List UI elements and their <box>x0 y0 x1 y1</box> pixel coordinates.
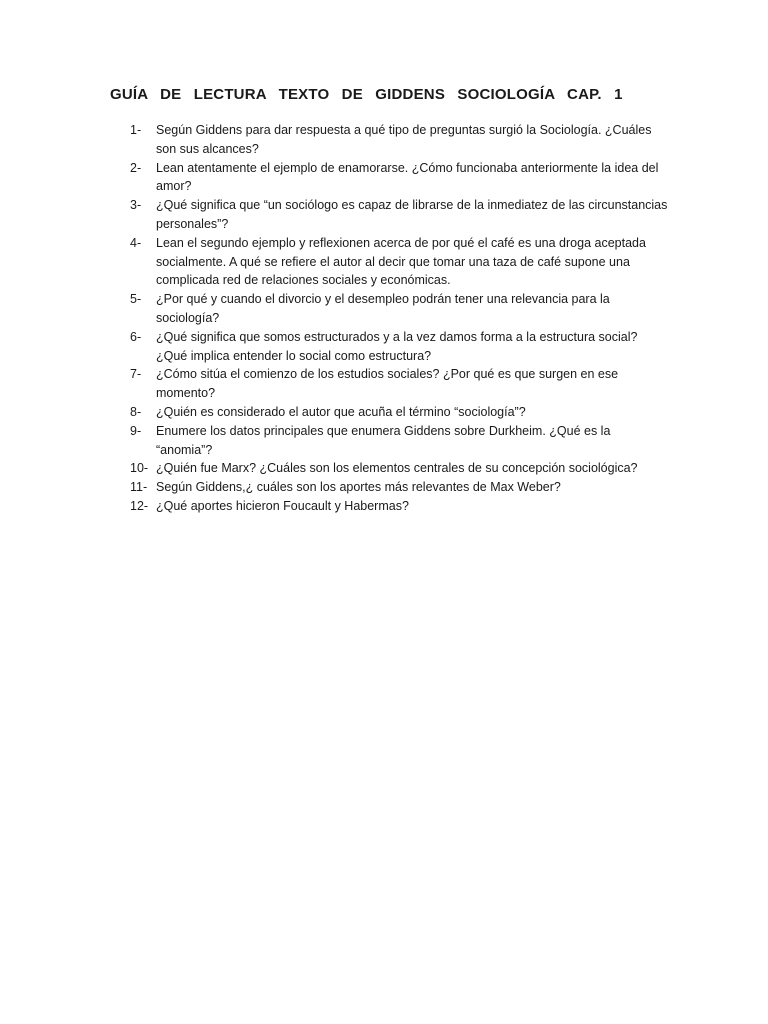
question-number: 2- <box>130 160 142 175</box>
question-text: ¿Qué aportes hicieron Foucault y Habermas? <box>156 498 409 513</box>
question-item <box>130 478 670 497</box>
question-item <box>130 459 670 478</box>
question-number: 7- <box>130 367 142 382</box>
question-number: 1- <box>130 123 142 137</box>
question-text: Según Giddens para dar respuesta a qué tipo de preguntas surgió la Sociología. ¿Cuáles son sus alcances? <box>156 123 652 156</box>
question-list <box>130 121 670 516</box>
question-text: ¿Por qué y cuando el divorcio y el desempleo podrán tener una relevancia para la sociología? <box>156 292 610 325</box>
question-item <box>130 196 670 234</box>
question-text: Según Giddens,¿ cuáles son los aportes más relevantes de Max Weber? <box>156 480 561 495</box>
question-item <box>130 403 670 422</box>
question-text: Lean el segundo ejemplo y reflexionen acerca de por qué el café es una droga aceptada socialmente. A qué se refiere el autor al decir que tomar una taza de café supone una complicada red de relaciones sociales y económicas. <box>156 235 646 288</box>
question-text: Enumere los datos principales que enumera Giddens sobre Durkheim. ¿Qué es la “anomia”? <box>156 423 611 457</box>
question-item <box>130 159 670 197</box>
question-item <box>130 234 670 290</box>
question-item <box>130 290 670 328</box>
question-number: 12- <box>130 498 149 513</box>
question-item <box>130 497 670 516</box>
question-text: ¿Qué significa que “un sociólogo es capaz de librarse de la inmediatez de las circunstancias personales”? <box>156 198 668 231</box>
question-text: ¿Quién fue Marx? ¿Cuáles son los elementos centrales de su concepción sociológica? <box>156 461 638 476</box>
question-number: 9- <box>130 423 142 438</box>
question-item <box>130 121 670 159</box>
question-number: 3- <box>130 198 142 213</box>
question-item <box>130 422 670 460</box>
question-text: ¿Qué significa que somos estructurados y a la vez damos forma a la estructura social? ¿Qué implica entender lo social como estructura? <box>156 329 638 363</box>
question-number: 8- <box>130 404 142 419</box>
question-number: 6- <box>130 329 142 344</box>
question-item <box>130 328 670 366</box>
question-number: 10- <box>130 461 149 476</box>
question-text: Lean atentamente el ejemplo de enamorarse. ¿Cómo funcionaba anteriormente la idea del amor? <box>156 160 659 194</box>
question-text: ¿Quién es considerado el autor que acuña el término “sociología”? <box>156 404 526 419</box>
question-number: 11- <box>130 480 148 495</box>
question-text: ¿Cómo sitúa el comienzo de los estudios sociales? ¿Por qué es que surgen en ese momento? <box>156 367 619 401</box>
question-number: 5- <box>130 292 142 307</box>
question-number: 4- <box>130 235 142 250</box>
question-item <box>130 365 670 403</box>
document-title: GUÍA DE LECTURA TEXTO DE GIDDENS SOCIOLOGÍA CAP. 1 <box>110 86 623 103</box>
